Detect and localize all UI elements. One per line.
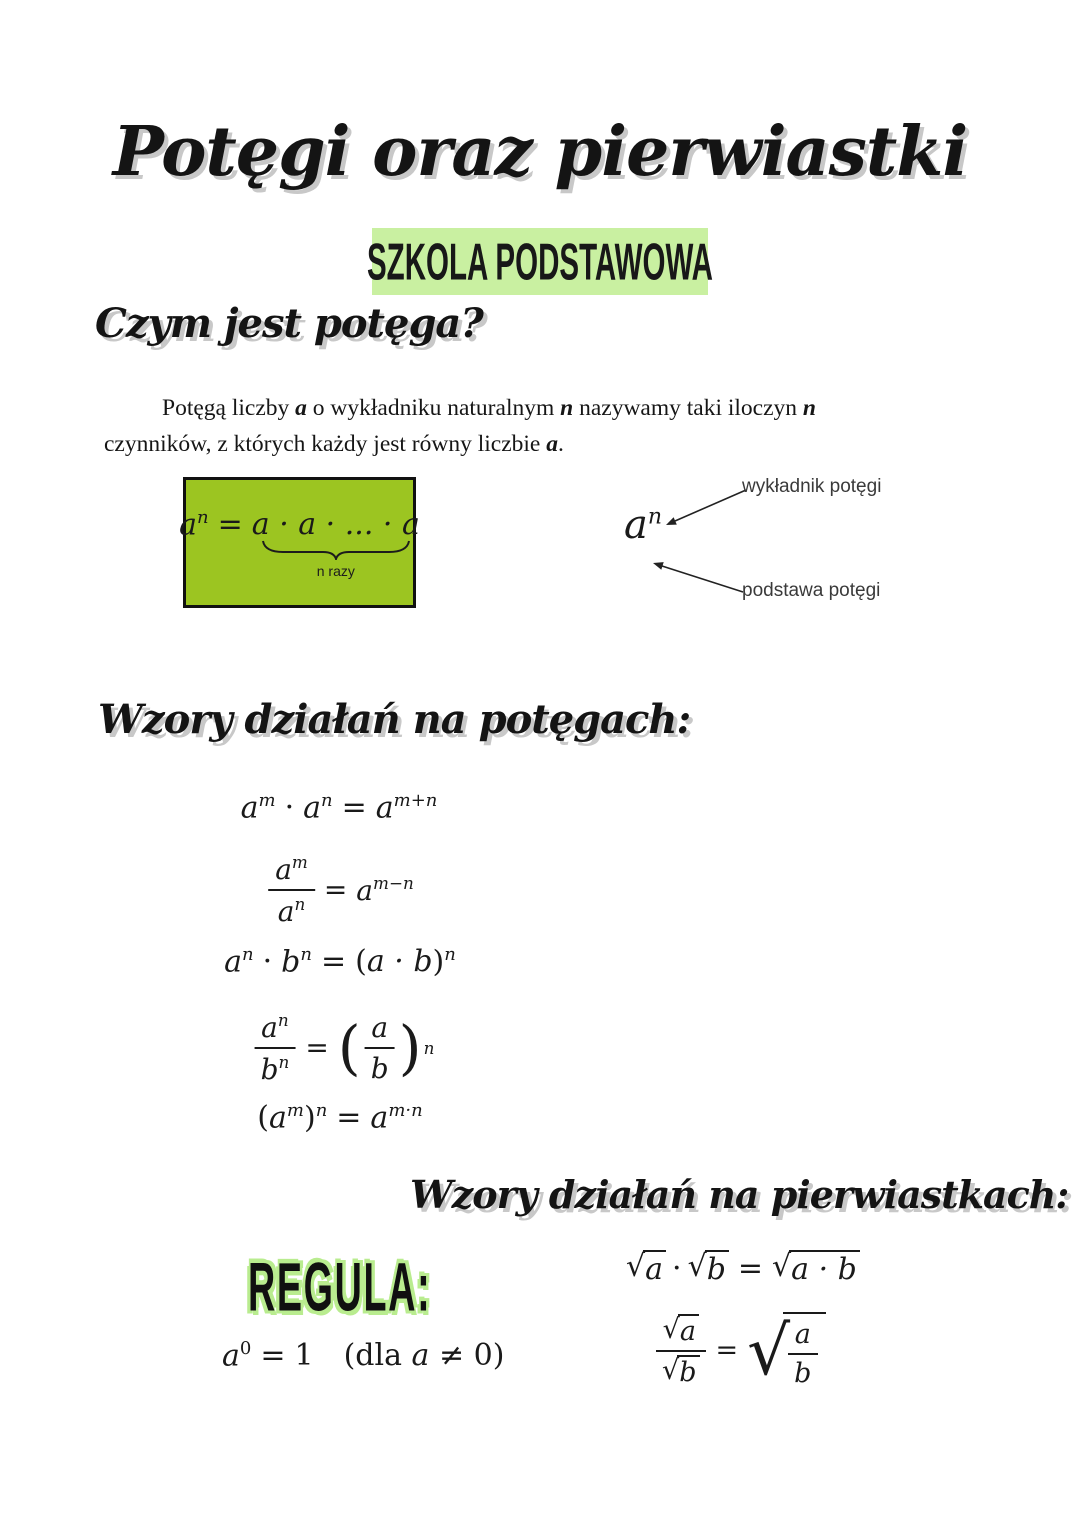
page-title: Potęgi oraz pierwiastki [112,112,968,192]
exponent: m−n [373,872,414,893]
badge-label: SZKOLA PODSTAWOWA [366,231,714,291]
not-equal-sign: ≠ [429,1338,474,1374]
denominator-exponent: n [294,893,306,914]
radicand: b [677,1355,699,1388]
definition-paragraph [104,390,896,463]
underbrace [261,540,411,560]
left-paren: ( [355,944,367,980]
var-a: a [411,1338,430,1374]
numerator-exponent: m [291,852,308,872]
radical-sign: √ [747,1310,791,1390]
radicand: a · b [789,1250,860,1286]
equals-sign: = [336,1100,362,1136]
var-n: n [560,395,574,421]
radical-sign: √ [626,1249,646,1284]
rule-label: REGULA: [248,1247,432,1326]
def-exponent: n [197,506,209,528]
base: a [370,1100,389,1136]
radicand: a [678,1314,699,1347]
denominator: b [370,1051,389,1085]
base: a [375,790,394,826]
numerator: a [794,1319,811,1350]
exponent: n [321,790,333,811]
power-definition-formula [179,507,420,579]
diagram-base-letter: a [624,502,648,548]
equals-sign: = [260,1338,286,1374]
equals-sign: = [715,1335,739,1366]
base: b [281,944,301,980]
base: a [224,944,243,980]
heading-root-rules: Wzory działań na pierwiastkach: [410,1172,1069,1217]
equals-sign: = [217,506,243,542]
dla-text: dla [355,1338,412,1374]
base: a [356,873,373,907]
right-paren: ) [303,1100,316,1136]
base: a [222,1338,240,1374]
exponent: m [258,790,276,811]
inner-exponent: m [286,1100,304,1121]
denominator-exponent: n [278,1051,290,1072]
paren-content: a · b [366,944,433,980]
radical-sign: √ [662,1354,680,1386]
base: a [303,790,322,826]
para-text: Potęgą liczby [162,395,296,421]
para-text: o wykładniku naturalnym [306,395,561,421]
left-paren: ( [343,1338,356,1374]
denominator-base: a [277,894,295,928]
formula-power-of-power [257,1100,422,1136]
para-text: czynników, z których każdy jest równy liczbie [104,431,547,458]
denominator-base: b [260,1052,279,1086]
dot-operator: · [672,1250,682,1286]
exponent: 0 [239,1338,252,1359]
var-n: n [802,395,816,421]
zero: 0 [473,1338,493,1374]
school-level-badge [366,228,714,295]
para-text: nazywamy taki iloczyn [573,395,803,421]
formula-zero-exponent [222,1338,504,1374]
diagram-exponent-letter: n [647,504,663,530]
equals-sign: = [737,1250,764,1286]
formula-product-same-base [241,790,438,826]
exponent: n [444,944,456,965]
numerator-base: a [261,1010,278,1044]
left-paren: ( [257,1100,270,1136]
equals-sign: = [341,790,367,826]
def-expansion: a · a · ... · a [251,506,420,542]
radical-sign: √ [662,1313,680,1345]
radicand: a [643,1250,666,1286]
base: a [269,1100,287,1136]
para-text: . [557,431,564,458]
var-a: a [295,395,307,421]
formula-root-quotient [655,1312,826,1389]
right-paren: ) [432,944,445,980]
formula-product-same-exponent [224,944,456,980]
radicand: b [705,1250,729,1286]
radical-sign: √ [772,1249,792,1284]
exponent: n [423,1037,435,1058]
formula-quotient-same-exponent: $\frac{a^n}{b^n}$ = ( $\frac{a}{b}$ ) n [254,1010,435,1086]
dot-operator: · [262,944,273,980]
condition [344,1338,505,1373]
outer-exponent: n [315,1100,328,1121]
exponent-label: wykładnik potęgi [742,476,882,497]
formula-root-product [626,1250,860,1286]
heading-what-is-power: Czym jest potęga? [95,300,483,347]
power-definition-box [179,477,420,608]
base-label: podstawa potęgi [742,580,881,601]
formula-quotient-same-base [268,852,414,928]
value-one: 1 [294,1338,314,1374]
right-paren: ) [492,1338,505,1374]
def-base: a [179,507,198,543]
equals-sign: = [320,944,347,980]
numerator: a [371,1010,389,1044]
dot-operator: · [284,790,295,826]
n-times-label: n razy [316,562,355,579]
exponent: m·n [388,1100,423,1121]
equals-sign: = [305,1031,329,1065]
power-parts-diagram [618,470,918,620]
exponent: n [300,944,312,965]
denominator: b [794,1358,812,1389]
heading-power-rules: Wzory działań na potęgach: [98,696,691,743]
radical-sign: √ [687,1249,707,1284]
var-a: a [546,431,558,458]
base: a [240,790,259,826]
exponent: m+n [393,790,438,811]
exponent: n [242,944,254,965]
numerator-base: a [275,852,292,886]
numerator-exponent: n [277,1010,289,1030]
equals-sign: = [323,873,348,907]
